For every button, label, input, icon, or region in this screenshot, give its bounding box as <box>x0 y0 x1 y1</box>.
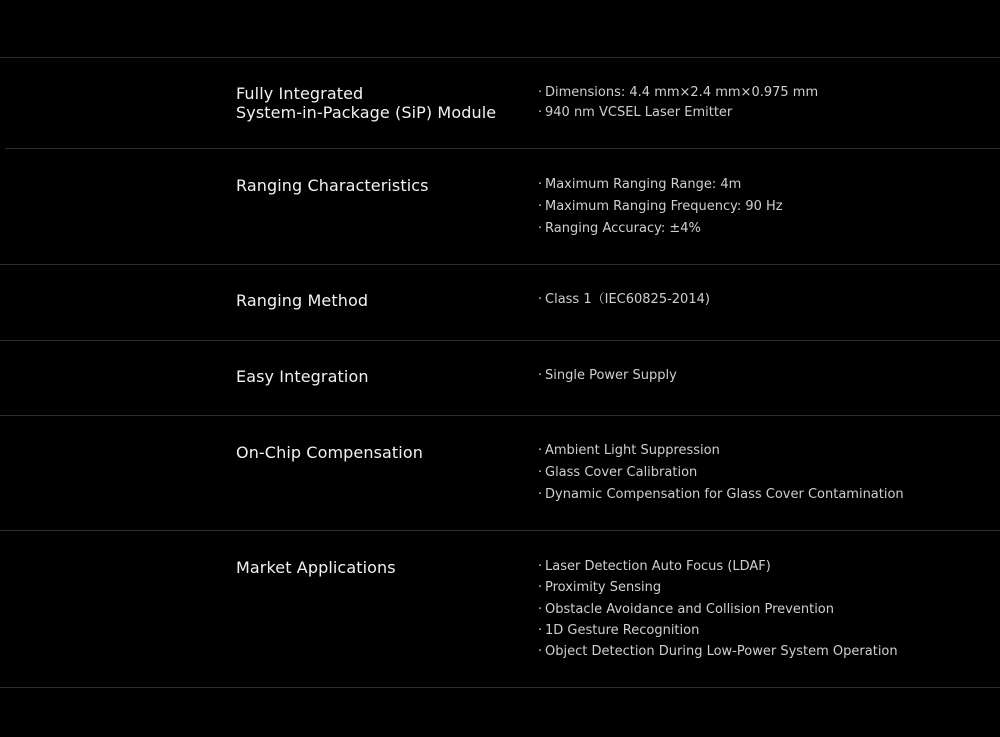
spec-title-line: Market Applications <box>236 558 396 577</box>
spec-item: · Object Detection During Low-Power System Operation <box>538 641 898 662</box>
spec-title <box>236 558 396 577</box>
spec-item: · Proximity Sensing <box>538 577 898 598</box>
spec-item: · 940 nm VCSEL Laser Emitter <box>538 103 818 123</box>
spec-item: · Dynamic Compensation for Glass Cover Contamination <box>538 484 904 506</box>
spec-item: · Obstacle Avoidance and Collision Prevention <box>538 599 898 620</box>
spec-item: · 1D Gesture Recognition <box>538 620 898 641</box>
spec-title-line: Ranging Characteristics <box>236 176 429 195</box>
spec-row-on-chip-compensation <box>0 415 1000 530</box>
spec-title-line: System-in-Package (SiP) Module <box>236 103 497 122</box>
spec-item-list <box>538 440 904 506</box>
spec-item: · Dimensions: 4.4 mm×2.4 mm×0.975 mm <box>538 83 818 103</box>
spec-item: · Ambient Light Suppression <box>538 440 904 462</box>
spec-item: · Maximum Ranging Frequency: 90 Hz <box>538 196 783 218</box>
spec-title-line: Easy Integration <box>236 367 369 386</box>
spec-title-line: On-Chip Compensation <box>236 443 423 462</box>
spec-title <box>236 367 369 386</box>
spec-row-sip-module <box>0 57 1000 148</box>
spec-item: · Class 1（IEC60825-2014) <box>538 290 710 310</box>
spec-title <box>236 291 368 310</box>
spec-item: · Laser Detection Auto Focus (LDAF) <box>538 556 898 577</box>
spec-item: · Single Power Supply <box>538 366 677 386</box>
spec-row-ranging-characteristics <box>0 148 1000 264</box>
spec-item-list <box>538 366 677 386</box>
spec-title <box>236 84 496 122</box>
spec-item: · Ranging Accuracy: ±4% <box>538 218 783 240</box>
spec-title <box>236 176 429 195</box>
spec-item-list <box>538 556 898 662</box>
spec-item-list <box>538 290 710 310</box>
spec-title-line: Ranging Method <box>236 291 369 310</box>
spec-item-list <box>538 174 783 240</box>
spec-row-easy-integration <box>0 340 1000 415</box>
row-divider <box>0 687 1000 688</box>
spec-item-list <box>538 83 818 123</box>
spec-title <box>236 443 423 462</box>
spec-row-market-applications <box>0 530 1000 687</box>
spec-title-line: Fully Integrated <box>236 84 364 103</box>
spec-item: · Glass Cover Calibration <box>538 462 904 484</box>
spec-item: · Maximum Ranging Range: 4m <box>538 174 783 196</box>
spec-row-ranging-method <box>0 264 1000 340</box>
